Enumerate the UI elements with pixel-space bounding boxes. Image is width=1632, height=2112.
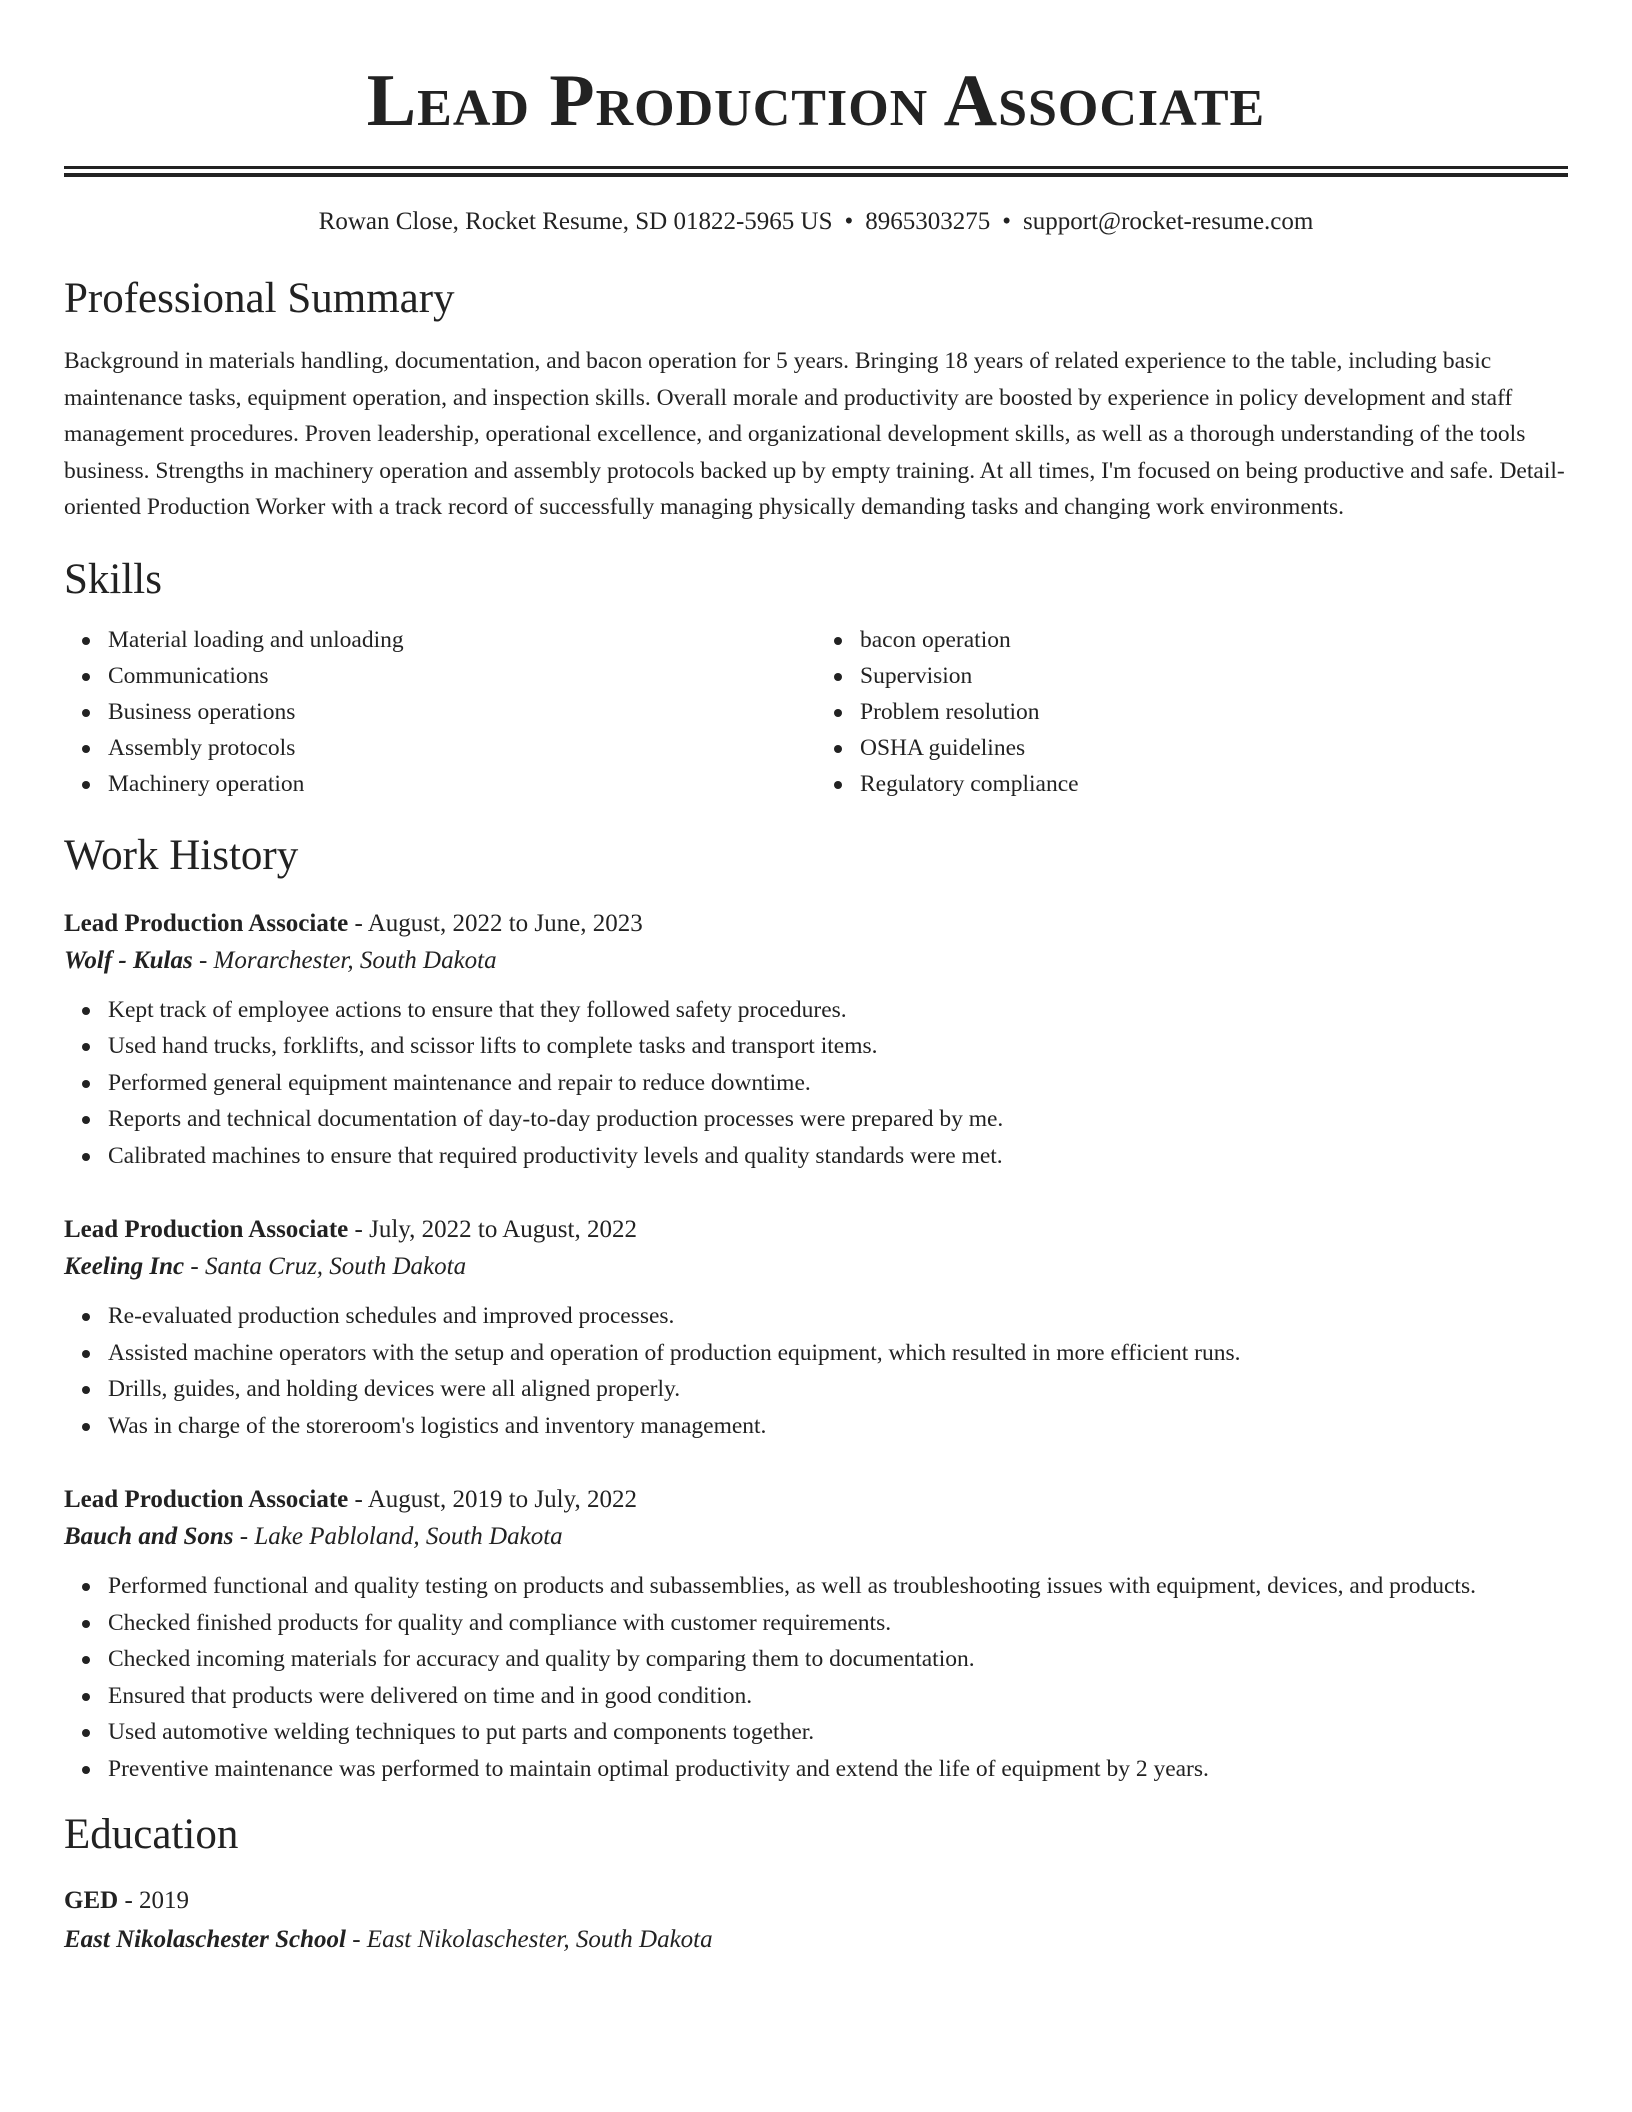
work-history-heading: Work History xyxy=(64,831,299,879)
summary-text: Background in materials handling, documentation, and bacon operation for 5 years. Bringing 18 years of related experience to the table, including basic maintenance tasks, equipment operation, and inspection skills. Overall morale and productivity are boosted by experience in policy development and staff management procedures. Proven leadership, operational excellence, and organizational development skills, as well as a thorough understanding of the tools business. Strengths in machinery operation and assembly protocols backed up by empty training. At all times, I'm focused on being productive and safe. Detail-oriented Production Worker with a track record of successfully managing physically demanding tasks and changing work environments. xyxy=(64,348,1565,520)
skill-item: Regulatory compliance xyxy=(860,766,1568,802)
contact-separator: • xyxy=(844,208,854,235)
contact-address: Rowan Close, Rocket Resume, SD 01822-5965 US xyxy=(318,208,833,235)
job-bullet: Kept track of employee actions to ensure that they followed safety procedures. xyxy=(108,992,1568,1029)
skill-item: bacon operation xyxy=(860,622,1568,658)
job-bullet: Calibrated machines to ensure that required productivity levels and quality standards were met. xyxy=(108,1138,1568,1175)
skill-item: Material loading and unloading xyxy=(108,622,816,658)
job-company: Wolf - Kulas xyxy=(64,946,193,974)
job-bullet: Checked finished products for quality and compliance with customer requirements. xyxy=(108,1605,1568,1642)
skill-item: Business operations xyxy=(108,694,816,730)
skills-column-left xyxy=(64,622,816,802)
skills-heading: Skills xyxy=(64,555,162,603)
education-school: East Nikolaschester School xyxy=(64,1926,346,1953)
resume-page xyxy=(64,0,1568,1971)
contact-separator: • xyxy=(1002,208,1012,235)
skills-column-right xyxy=(816,622,1568,802)
job-company-line xyxy=(64,1518,1568,1556)
job-company-line xyxy=(64,942,1568,980)
job-bullets xyxy=(64,1298,1568,1444)
education-year: - 2019 xyxy=(118,1887,190,1914)
job-company-line xyxy=(64,1248,1568,1286)
job-dates: - August, 2022 to June, 2023 xyxy=(348,909,643,937)
contact-email[interactable]: support@rocket-resume.com xyxy=(1023,208,1314,235)
job-entry xyxy=(64,1482,1568,1787)
education-location: - East Nikolaschester, South Dakota xyxy=(345,1926,713,1953)
job-location: - Morarchester, South Dakota xyxy=(192,946,497,974)
job-location: - Lake Pabloland, South Dakota xyxy=(233,1523,563,1550)
summary-heading: Professional Summary xyxy=(64,275,455,322)
job-bullet: Checked incoming materials for accuracy and quality by comparing them to documentation. xyxy=(108,1641,1568,1678)
job-bullets xyxy=(64,1568,1568,1787)
title-double-rule xyxy=(64,166,1568,177)
job-bullet: Performed general equipment maintenance and repair to reduce downtime. xyxy=(108,1065,1568,1102)
job-company: Keeling Inc xyxy=(64,1253,185,1280)
contact-line xyxy=(64,205,1568,239)
education-entry xyxy=(64,1881,1568,1959)
page-title: Lead Production Associate xyxy=(366,60,1266,142)
job-title: Lead Production Associate xyxy=(64,1486,349,1513)
skill-item: Communications xyxy=(108,658,816,694)
education-school-line xyxy=(64,1921,1568,1959)
job-bullet: Drills, guides, and holding devices were all aligned properly. xyxy=(108,1371,1568,1408)
job-location: - Santa Cruz, South Dakota xyxy=(184,1253,467,1280)
job-title-line xyxy=(64,906,1568,942)
contact-phone: 8965303275 xyxy=(865,208,991,235)
job-bullet: Assisted machine operators with the setup and operation of production equipment, which resulted in more efficient runs. xyxy=(108,1335,1568,1372)
job-bullet: Reports and technical documentation of day-to-day production processes were prepared by me. xyxy=(108,1101,1568,1138)
education-heading: Education xyxy=(64,1811,239,1858)
job-entry xyxy=(64,906,1568,1175)
job-title-line xyxy=(64,1482,1568,1518)
skill-item: OSHA guidelines xyxy=(860,730,1568,766)
job-dates: - July, 2022 to August, 2022 xyxy=(348,1216,637,1243)
education-degree-line xyxy=(64,1881,1568,1921)
education-degree: GED xyxy=(64,1887,119,1914)
skill-item: Assembly protocols xyxy=(108,730,816,766)
job-bullet: Preventive maintenance was performed to maintain optimal productivity and extend the life of equipment by 2 years. xyxy=(108,1751,1568,1788)
job-bullets xyxy=(64,992,1568,1175)
job-bullet: Re-evaluated production schedules and improved processes. xyxy=(108,1298,1568,1335)
skill-item: Machinery operation xyxy=(108,766,816,802)
job-title: Lead Production Associate xyxy=(64,909,349,937)
skill-item: Supervision xyxy=(860,658,1568,694)
job-entry xyxy=(64,1212,1568,1444)
job-bullet: Performed functional and quality testing on products and subassemblies, as well as troubleshooting issues with equipment, devices, and products. xyxy=(108,1568,1568,1605)
job-bullet: Ensured that products were delivered on time and in good condition. xyxy=(108,1678,1568,1715)
job-bullet: Used hand trucks, forklifts, and scissor lifts to complete tasks and transport items. xyxy=(108,1028,1568,1065)
job-title-line xyxy=(64,1212,1568,1248)
job-bullet: Was in charge of the storeroom's logistics and inventory management. xyxy=(108,1408,1568,1445)
skills-list xyxy=(64,622,1568,802)
job-dates: - August, 2019 to July, 2022 xyxy=(348,1486,637,1513)
job-company: Bauch and Sons xyxy=(64,1523,234,1550)
job-bullet: Used automotive welding techniques to put parts and components together. xyxy=(108,1714,1568,1751)
skill-item: Problem resolution xyxy=(860,694,1568,730)
job-title: Lead Production Associate xyxy=(64,1216,349,1243)
